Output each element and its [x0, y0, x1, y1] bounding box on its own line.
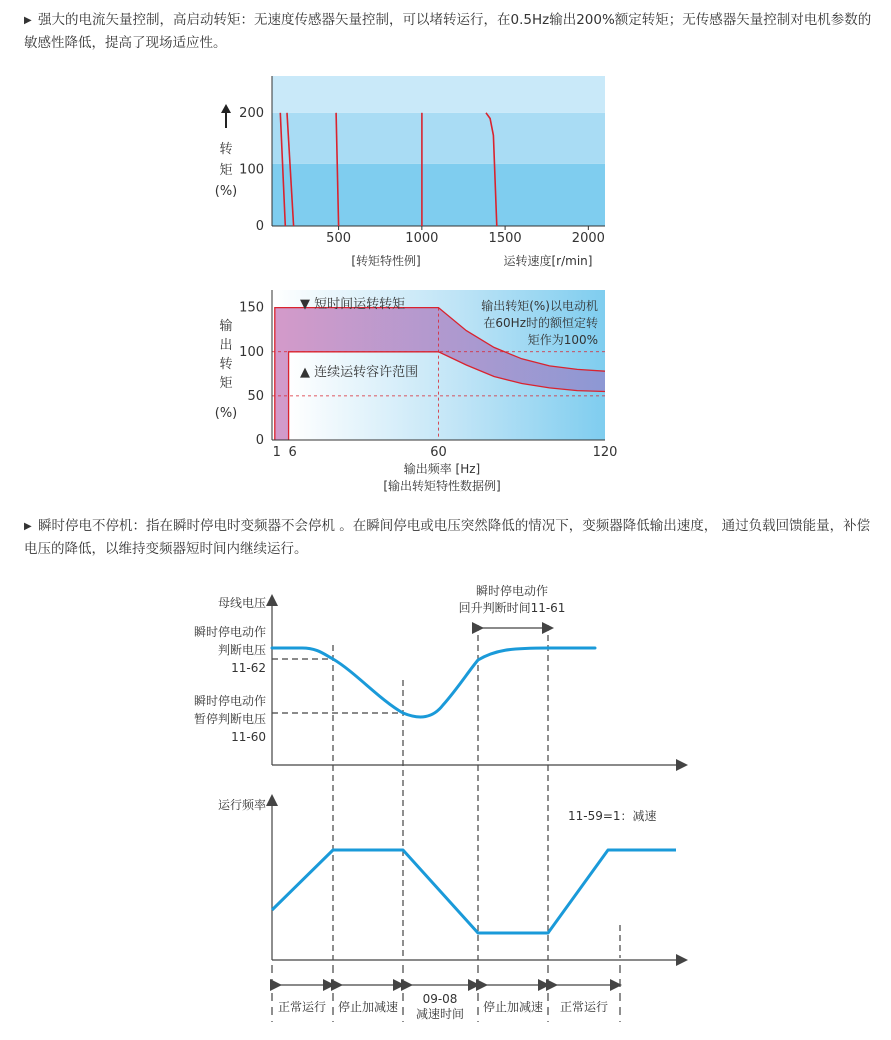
torque-note: 矩作为100%	[527, 333, 598, 347]
x-tick-label: 6	[288, 445, 297, 460]
torque-note: 在60Hz时的额恒定转	[483, 316, 598, 330]
phase-label: 09-08	[422, 992, 458, 1006]
legend-short-time: ▼ 短时间运转转矩	[300, 297, 406, 312]
pause-voltage-label: 11-60	[231, 730, 266, 744]
x-axis-label: 输出频率 [Hz]	[403, 462, 481, 476]
judge-voltage-label: 瞬时停电动作	[193, 625, 266, 639]
x-tick-label: 1	[272, 445, 281, 460]
bullet-triangle-icon: ▶	[24, 15, 32, 26]
y-axis-label: 矩	[219, 163, 233, 178]
y-tick-label: 0	[255, 219, 264, 234]
judge-voltage-label: 判断电压	[217, 643, 266, 657]
torque-note: 输出转矩(%)以电动机	[481, 299, 598, 313]
x-axis-label: 运转速度[r/min]	[503, 254, 593, 268]
y-axis-label: 输	[219, 319, 233, 334]
phase-label: 减速时间	[415, 1007, 465, 1021]
y-tick-label: 0	[255, 433, 264, 448]
phase-label: 正常运行	[277, 1000, 327, 1014]
x-tick-label: 2000	[571, 231, 605, 246]
x-tick-label: 1000	[405, 231, 439, 246]
y-axis-label: 矩	[219, 376, 233, 391]
y-axis-label: 出	[219, 338, 233, 353]
chart-caption: [转矩特性例]	[351, 254, 421, 268]
phase-label: 停止加减速	[337, 1000, 399, 1014]
x-tick-label: 1500	[488, 231, 522, 246]
paragraph-text: 强大的电流矢量控制，高启动转矩：无速度传感器矢量控制，可以堵转运行，在0.5Hz输出200%额定转矩；无传感器矢量控制对电机参数的敏感性降低，提高了现场适应性。	[24, 12, 872, 51]
y-tick-label: 50	[247, 388, 264, 404]
pause-voltage-label: 瞬时停电动作	[193, 694, 266, 708]
y-tick-label: 100	[239, 162, 264, 178]
x-tick-label: 60	[430, 445, 447, 460]
legend-continuous: ▲ 连续运转容许范围	[300, 365, 419, 380]
chart-caption: [输出转矩特性数据例]	[383, 479, 501, 493]
paragraph-text: 瞬时停电不停机：指在瞬时停电时变频器不会停机 。在瞬间停电或电压突然降低的情况下，变频器降低输出速度， 通过负载回馈能量，补偿电压的降低，以维持变频器短时间内继续运行。	[24, 518, 871, 557]
recovery-time-label: 回升判断时间11-61	[458, 601, 566, 615]
x-tick-label: 120	[592, 445, 618, 460]
y-tick-label: 100	[239, 344, 264, 360]
pause-voltage-label: 暂停判断电压	[193, 712, 266, 726]
recovery-time-label: 瞬时停电动作	[475, 584, 549, 598]
judge-voltage-label: 11-62	[231, 661, 266, 675]
frequency-label: 运行频率	[217, 798, 266, 812]
bus-voltage-curve	[272, 648, 595, 717]
x-tick-label: 500	[326, 231, 352, 246]
y-axis-label: 转	[219, 357, 233, 372]
phase-label: 停止加减速	[482, 1000, 544, 1014]
y-tick-label: 200	[239, 105, 264, 121]
y-tick-label: 150	[239, 300, 264, 316]
bullet-triangle-icon: ▶	[24, 521, 32, 532]
y-axis-label: (%)	[214, 406, 238, 421]
deceleration-setting-label: 11-59=1：减速	[568, 809, 657, 823]
y-axis-label: (%)	[214, 184, 238, 199]
phase-label: 正常运行	[559, 1000, 609, 1014]
y-axis-label: 转	[219, 142, 233, 157]
bus-voltage-label: 母线电压	[217, 596, 266, 610]
